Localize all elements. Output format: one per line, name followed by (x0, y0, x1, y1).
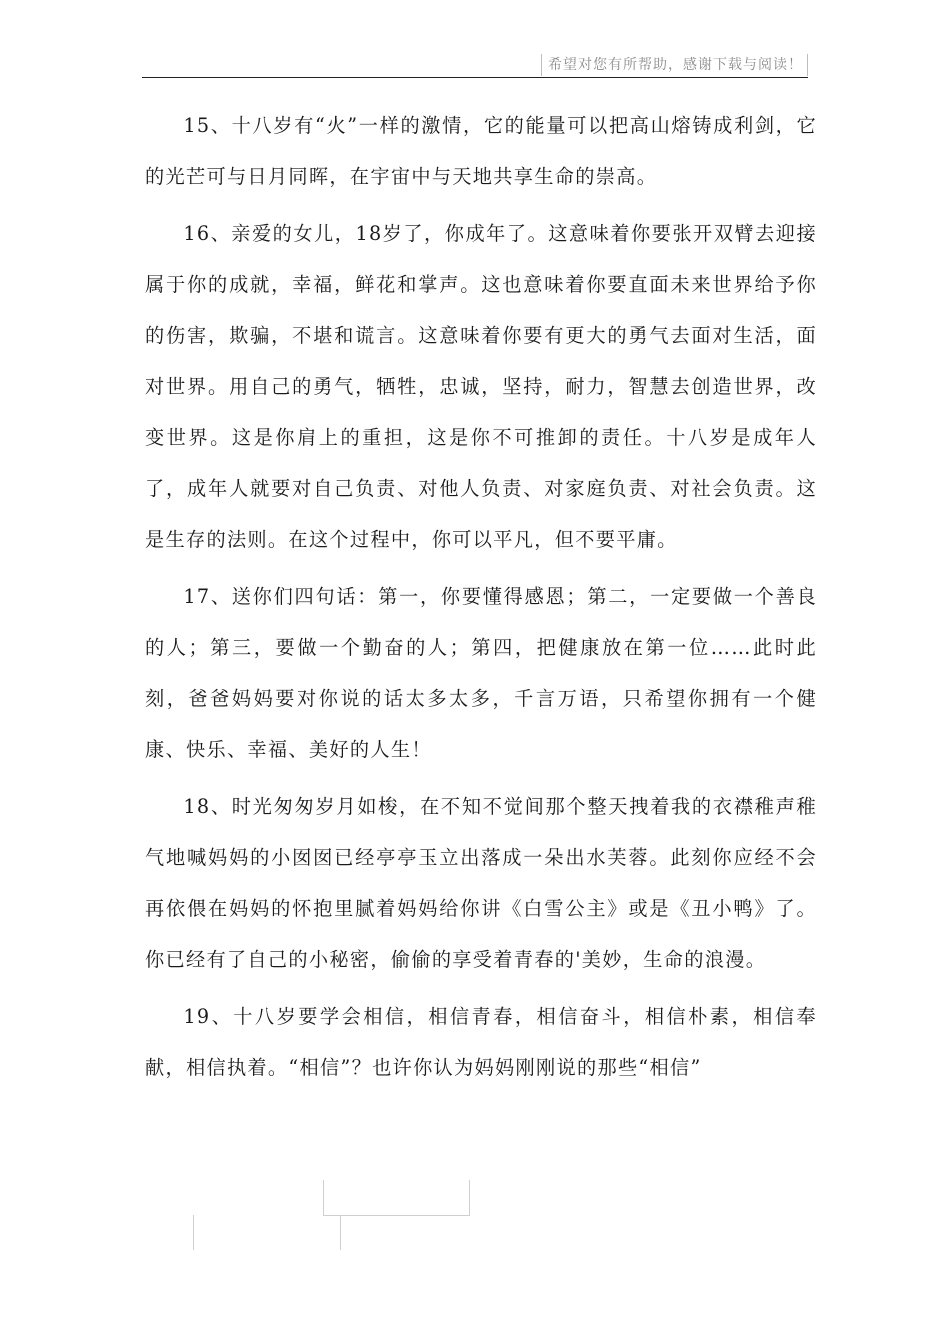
document-body (145, 100, 817, 1099)
paragraph-18: 18、时光匆匆岁月如梭，在不知不觉间那个整天拽着我的衣襟稚声稚气地喊妈妈的小囡囡已经亭亭玉立出落成一朵出水芙蓉。此刻你应经不会再依偎在妈妈的怀抱里腻着妈妈给你讲《白雪公主》或是《丑小鸭》了。你已经有了自己的小秘密，偷偷的享受着青春的'美妙，生命的浪漫。 (145, 795, 817, 971)
table-fragment-top (323, 1180, 470, 1216)
table-fragment-bottom (193, 1215, 341, 1250)
header-divider (142, 77, 808, 78)
paragraph-17: 17、送你们四句话：第一，你要懂得感恩；第二，一定要做一个善良的人；第三，要做一个勤奋的人；第四，把健康放在第一位……此时此刻，爸爸妈妈要对你说的话太多太多，千言万语，只希望你拥有一个健康、快乐、幸福、美好的人生！ (145, 585, 817, 761)
header-note: 希望对您有所帮助，感谢下载与阅读！ (541, 54, 808, 76)
paragraph-16: 16、亲爱的女儿，18岁了，你成年了。这意味着你要张开双臂去迎接属于你的成就，幸福，鲜花和掌声。这也意味着你要直面未来世界给予你的伤害，欺骗，不堪和谎言。这意味着你要有更大的勇气去面对生活，面对世界。用自己的勇气，牺牲，忠诚，坚持，耐力，智慧去创造世界，改变世界。这是你肩上的重担，这是你不可推卸的责任。十八岁是成年人了，成年人就要对自己负责、对他人负责、对家庭负责、对社会负责。这是生存的法则。在这个过程中，你可以平凡，但不要平庸。 (145, 222, 817, 551)
paragraph-19: 19、十八岁要学会相信，相信青春，相信奋斗，相信朴素，相信奉献，相信执着。“相信”？也许你认为妈妈刚刚说的那些“相信” (145, 1005, 817, 1079)
paragraph-15: 15、十八岁有“火”一样的激情，它的能量可以把高山熔铸成利剑，它的光芒可与日月同晖，在宇宙中与天地共享生命的崇高。 (145, 114, 817, 188)
